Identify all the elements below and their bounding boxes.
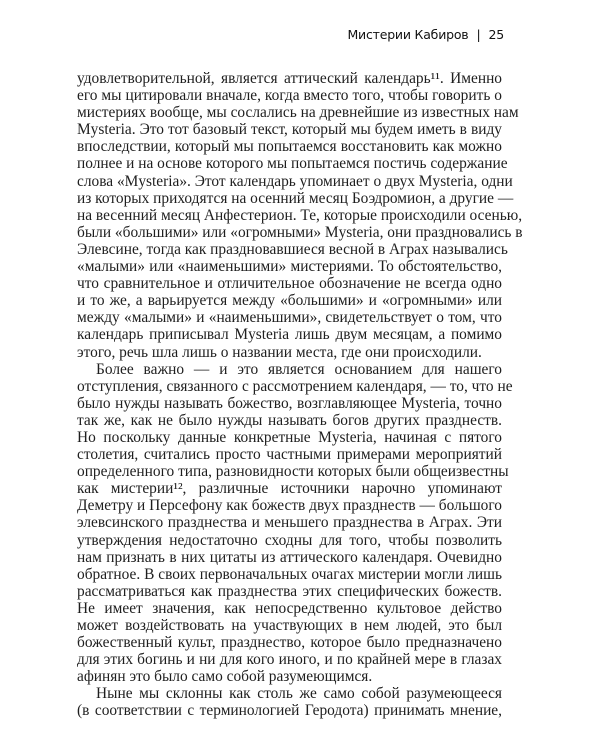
text-line: из которых приходятся на осенний месяц Боэдромион, а другие — [77, 189, 514, 207]
paragraph [77, 70, 523, 361]
text-line: Более важно — и это является основанием для нашего [96, 360, 502, 378]
text-line: календарь приписывал Mysteria лишь двум месяцам, а помимо [77, 326, 502, 344]
text-line: между «малыми» и «наименьшими», свидетельствует о том, что [77, 309, 502, 327]
text-line: обратное. В своих первоначальных очагах мистерии могли лишь [77, 565, 502, 583]
text-line: нам признать в них цитаты из аттического календаря. Очевидно [77, 548, 502, 566]
running-title: Мистерии Кабиров [347, 27, 469, 42]
text-line: Но поскольку данные конкретные Mysteria, начиная с пятого [77, 428, 502, 446]
text-line: и то же, а варьируется между «большими» и «огромными» или [77, 292, 502, 310]
text-line: полнее и на основе которого мы попытаемся постичь содержание [77, 155, 508, 173]
paragraph [77, 360, 513, 686]
header-separator: | [476, 27, 481, 42]
text-line: божественный культ, празднество, которое было предназначено [77, 634, 502, 652]
text-line: отступления, связанного с рассмотрением календаря, — то, что не [77, 377, 513, 395]
text-line: как мистерии¹², различные источники нарочно упоминают [77, 480, 502, 498]
text-line: Элевсине, тогда как праздновавшиеся весной в Аграх назывались [77, 240, 508, 258]
text-line: элевсинского празднества и меньшего празднества в Аграх. Эти [77, 514, 502, 532]
page-number: 25 [488, 27, 504, 42]
text-line: удовлетворительной, является аттический календарь¹¹. Именно [77, 70, 502, 87]
text-line: впоследствии, который мы попытаемся восстановить как можно [77, 138, 502, 156]
text-line: определенного типа, разновидности которых были общеизвестны [77, 463, 509, 481]
text-line: его мы цитировали вначале, когда вместо того, чтобы говорить о [77, 87, 502, 105]
body-text [77, 70, 523, 720]
text-line: этого, речь шла лишь о названии места, где они происходили. [77, 343, 482, 361]
text-line: были «большими» или «огромными» Mysteria, они праздновались в [77, 223, 523, 241]
text-line: утверждения недостаточно сходны для того, чтобы позволить [77, 531, 502, 549]
text-line: было нужды называть божество, возглавляющее Mysteria, точно [77, 394, 502, 412]
text-line: Не имеет значения, как непосредственно культовое действо [77, 599, 502, 617]
text-line: на весенний месяц Анфестерион. Те, которые происходили осенью, [77, 206, 523, 224]
text-line: мистериях вообще, мы сослались на древнейшие из известных нам [77, 104, 519, 122]
text-line: рассматриваться как празднества этих специфических божеств. [77, 582, 502, 600]
text-line: что сравнительное и отличительное обозначение не всегда одно [77, 275, 502, 293]
text-line: может воздействовать на участвующих в нем людей, это был [77, 617, 502, 634]
text-line: столетия, считались просто частными примерами мероприятий [77, 446, 502, 464]
running-header [347, 27, 504, 42]
text-line: (в соответствии с терминологией Геродота) принимать мнение, [77, 702, 502, 720]
text-line: так же, как не было нужды называть богов других празднеств. [77, 411, 502, 429]
text-line: афинян это было само собой разумеющимся. [77, 668, 373, 686]
text-line: Mysteria. Это тот базовый текст, который мы будем иметь в виду [77, 121, 502, 139]
text-line: слова «Mysteria». Этот календарь упоминает о двух Mysteria, одни [77, 172, 513, 190]
text-line: для этих богинь и ни для кого иного, и по крайней мере в глазах [77, 651, 502, 669]
text-line: Ныне мы склонны как столь же само собой разумеющееся [96, 685, 502, 703]
text-line: «малыми» или «наименьшими» мистериями. То обстоятельство, [77, 258, 502, 276]
paragraph [77, 685, 502, 719]
text-line: Деметру и Персефону как божеств двух празднеств — большого [77, 497, 502, 515]
